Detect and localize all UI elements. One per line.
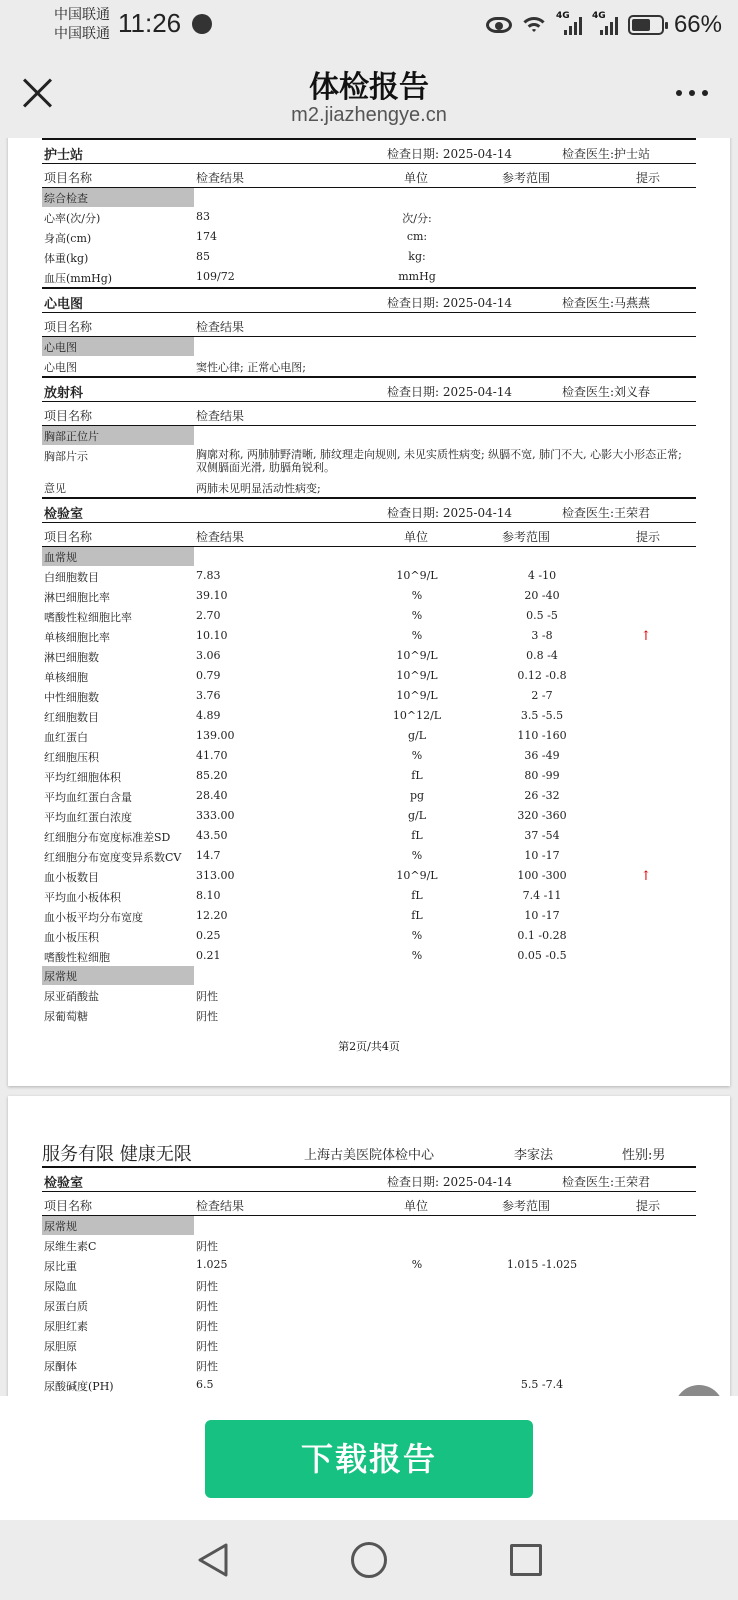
- cell-ref: 2 -7: [531, 689, 553, 702]
- cell-name: 淋巴细胞比率: [44, 591, 110, 604]
- cell-ref: 0.05 -0.5: [517, 949, 567, 962]
- cell-val: 12.20: [196, 909, 228, 922]
- cell-unit: fL: [411, 889, 423, 902]
- cell-name: 胸部片示: [44, 450, 88, 463]
- page-url: m2.jiazhengye.cn: [291, 104, 447, 126]
- cell-flag: ↑: [640, 629, 652, 644]
- col-flag: 提示: [636, 530, 661, 544]
- table-row: [42, 227, 696, 247]
- cell-unit: fL: [411, 769, 423, 782]
- cell-val: 阴性: [196, 1360, 218, 1373]
- cell-name: 白细胞数目: [44, 571, 99, 584]
- category-row: [42, 547, 696, 566]
- signal-label-1: 4G: [555, 11, 570, 21]
- cell-val: 阴性: [196, 1240, 218, 1253]
- cell-name: 平均血红蛋白浓度: [44, 811, 132, 824]
- cell-ref: 5.5 -7.4: [520, 1378, 564, 1391]
- table-row: [42, 586, 696, 606]
- col-ref: 参考范围: [502, 530, 551, 544]
- table-row: [42, 746, 696, 766]
- table-row: [42, 726, 696, 746]
- cell-ref: 10 -17: [524, 909, 560, 922]
- cell-ref: 110 -160: [517, 729, 567, 742]
- more-options-button[interactable]: [676, 90, 708, 96]
- category-label: 胸部正位片: [42, 426, 194, 445]
- column-header: [42, 523, 696, 547]
- globe-icon: [192, 14, 212, 34]
- report-viewer[interactable]: [0, 138, 738, 1396]
- cell-val: 3.06: [196, 649, 221, 662]
- cell-val: 窦性心律; 正常心电图;: [196, 361, 306, 374]
- table-row: [42, 946, 696, 966]
- table-row: [42, 267, 696, 287]
- cell-val: 43.50: [196, 829, 228, 842]
- table-row: [42, 906, 696, 926]
- section-header-lab: [42, 1166, 696, 1192]
- table-row: [42, 445, 696, 477]
- table-row: [42, 846, 696, 866]
- cell-name: 血压(mmHg): [44, 272, 113, 285]
- cell-ref: 10 -17: [524, 849, 560, 862]
- cell-name: 尿胆红素: [44, 1320, 88, 1333]
- col-result: 检查结果: [196, 530, 245, 544]
- table-row: [42, 646, 696, 666]
- page-content: [42, 138, 696, 1025]
- cell-unit: %: [411, 929, 423, 942]
- cell-val: 阴性: [196, 1300, 218, 1313]
- table-row: [42, 1235, 696, 1255]
- table-row: [42, 1275, 696, 1295]
- table-row: [42, 985, 696, 1005]
- check-doctor: 检查医生:王荣君: [562, 1175, 651, 1189]
- cell-flag: ↑: [640, 869, 652, 884]
- cell-ref: 3 -8: [531, 629, 553, 642]
- col-name: 项目名称: [44, 171, 93, 185]
- section-name: 检验室: [44, 1176, 84, 1191]
- table-row: [42, 1335, 696, 1355]
- table-row: [42, 566, 696, 586]
- section-header-lab: [42, 497, 696, 523]
- cell-val: 10.10: [196, 629, 228, 642]
- cell-val: 41.70: [196, 749, 228, 762]
- table-row: [42, 626, 696, 646]
- cell-val: 阴性: [196, 1340, 218, 1353]
- section-name: 检验室: [44, 507, 84, 522]
- category-label: 尿常规: [42, 1216, 194, 1235]
- cell-name: 尿酸碱度(PH): [44, 1380, 114, 1393]
- column-header: [42, 313, 696, 337]
- cell-unit: g/L: [407, 809, 427, 822]
- cell-ref: 320 -360: [517, 809, 567, 822]
- cell-name: 嗜酸性粒细胞: [44, 951, 110, 964]
- col-unit: 单位: [404, 171, 429, 185]
- cell-val: 0.25: [196, 929, 221, 942]
- app-header: [0, 52, 738, 138]
- cell-name: 意见: [44, 482, 66, 495]
- category-label: 综合检查: [42, 188, 194, 207]
- cell-name: 心率(次/分): [44, 212, 101, 225]
- category-row: [42, 1216, 696, 1235]
- cell-val: 313.00: [196, 869, 235, 882]
- cell-val: 1.025: [196, 1258, 228, 1271]
- cell-val: 阴性: [196, 1010, 218, 1023]
- bottom-action-bar: [0, 1396, 738, 1520]
- cell-val: 两肺未见明显活动性病变;: [196, 482, 321, 495]
- col-result: 检查结果: [196, 409, 245, 423]
- check-date: 检查日期: 2025-04-14: [387, 147, 513, 161]
- cell-name: 血小板数目: [44, 871, 99, 884]
- col-result: 检查结果: [196, 171, 245, 185]
- cell-val: 6.5: [196, 1378, 214, 1391]
- cell-ref: 100 -300: [517, 869, 567, 882]
- cell-val: 174: [196, 230, 217, 243]
- cell-unit: cm:: [406, 230, 428, 243]
- check-doctor: 检查医生:马燕燕: [562, 296, 651, 310]
- col-unit: 单位: [404, 530, 429, 544]
- cell-val: 8.10: [196, 889, 221, 902]
- column-header: [42, 402, 696, 426]
- cell-name: 尿胆原: [44, 1340, 77, 1353]
- signal-icon-2: [591, 11, 618, 35]
- cell-unit: %: [411, 1258, 423, 1271]
- cell-val: 14.7: [196, 849, 221, 862]
- signal-icon-1: [555, 11, 582, 35]
- cell-ref: 1.015 -1.025: [506, 1258, 578, 1271]
- cell-unit: %: [411, 749, 423, 762]
- col-name: 项目名称: [44, 409, 93, 423]
- check-date: 检查日期: 2025-04-14: [387, 1175, 513, 1189]
- cell-ref: 37 -54: [524, 829, 560, 842]
- category-row: [42, 966, 696, 985]
- cell-val: 7.83: [196, 569, 221, 582]
- report-page-2: [8, 138, 730, 1086]
- table-row: [42, 1355, 696, 1375]
- col-result: 检查结果: [196, 1199, 245, 1213]
- table-row: [42, 356, 696, 376]
- page-title: 体检报告: [309, 70, 429, 105]
- cell-name: 中性细胞数: [44, 691, 99, 704]
- cell-unit: 10^9/L: [396, 649, 438, 662]
- check-date: 检查日期: 2025-04-14: [387, 385, 513, 399]
- hospital-name: 上海古美医院体检中心: [304, 1148, 435, 1163]
- patient-name: 李家法: [514, 1148, 554, 1163]
- cell-unit: %: [411, 629, 423, 642]
- cell-name: 尿亚硝酸盐: [44, 990, 99, 1003]
- cell-name: 平均血红蛋白含量: [44, 791, 132, 804]
- table-row: [42, 926, 696, 946]
- table-row: [42, 786, 696, 806]
- table-row: [42, 247, 696, 267]
- system-nav-bar: [0, 1520, 738, 1600]
- table-row: [42, 666, 696, 686]
- signal-label-2: 4G: [591, 11, 606, 21]
- cell-name: 血小板压积: [44, 931, 99, 944]
- table-row: [42, 886, 696, 906]
- cell-name: 尿维生素C: [44, 1240, 97, 1253]
- page-running-header: [42, 1136, 696, 1166]
- cell-unit: %: [411, 589, 423, 602]
- cell-unit: 10^9/L: [396, 669, 438, 682]
- cell-ref: 20 -40: [524, 589, 560, 602]
- cell-val: 85.20: [196, 769, 228, 782]
- cell-val: 83: [196, 210, 210, 223]
- cell-unit: 10^12/L: [392, 709, 442, 722]
- cell-unit: 次/分:: [402, 212, 432, 225]
- check-doctor: 检查医生:王荣君: [562, 506, 651, 520]
- cell-unit: 10^9/L: [396, 689, 438, 702]
- category-label: 尿常规: [42, 966, 194, 985]
- carrier-1: 中国联通: [54, 7, 110, 23]
- cell-name: 红细胞分布宽度变异系数CV: [44, 851, 182, 864]
- cell-name: 单核细胞比率: [44, 631, 110, 644]
- table-row: [42, 686, 696, 706]
- table-row: [42, 706, 696, 726]
- cell-name: 平均红细胞体积: [44, 771, 121, 784]
- cell-unit: fL: [411, 909, 423, 922]
- cell-unit: mmHg: [398, 270, 436, 283]
- cell-unit: pg: [409, 789, 425, 802]
- cell-ref: 0.1 -0.28: [517, 929, 567, 942]
- cell-ref: 26 -32: [524, 789, 560, 802]
- section-header-radiology: [42, 376, 696, 402]
- table-row: [42, 826, 696, 846]
- eye-icon: [486, 17, 512, 33]
- cell-name: 心电图: [44, 361, 77, 374]
- cell-ref: 4 -10: [527, 569, 557, 582]
- cell-val: 4.89: [196, 709, 221, 722]
- patient-gender: 性别:男: [622, 1148, 666, 1163]
- table-row: [42, 1005, 696, 1025]
- cell-unit: %: [411, 949, 423, 962]
- cell-ref: 80 -99: [524, 769, 560, 782]
- cell-name: 尿比重: [44, 1260, 77, 1273]
- check-date: 检查日期: 2025-04-14: [387, 506, 513, 520]
- cell-val: 3.76: [196, 689, 221, 702]
- col-name: 项目名称: [44, 320, 93, 334]
- cell-val: 28.40: [196, 789, 228, 802]
- cell-val: 333.00: [196, 809, 235, 822]
- cell-name: 尿蛋白质: [44, 1300, 88, 1313]
- cell-val: 0.21: [196, 949, 221, 962]
- cell-val: 胸廓对称, 两肺肺野清晰, 肺纹理走向规则, 未见实质性病变; 纵膈不宽, 肺门不大, 心影大小形态正常; 双侧膈面光滑, 肋膈角锐利。: [196, 448, 682, 474]
- section-name: 护士站: [44, 148, 84, 163]
- cell-name: 尿酮体: [44, 1360, 77, 1373]
- cell-unit: 10^9/L: [396, 569, 438, 582]
- check-doctor: 检查医生:护士站: [562, 147, 651, 161]
- cell-val: 139.00: [196, 729, 235, 742]
- col-unit: 单位: [404, 1199, 429, 1213]
- cell-name: 身高(cm): [44, 232, 92, 245]
- section-name: 心电图: [44, 297, 84, 312]
- report-page-3: [8, 1096, 730, 1396]
- cell-val: 109/72: [196, 270, 235, 283]
- page-content: [42, 1136, 696, 1395]
- back-icon[interactable]: [196, 1542, 232, 1578]
- cell-ref: 0.8 -4: [526, 649, 558, 662]
- cell-ref: 0.12 -0.8: [517, 669, 567, 682]
- home-icon[interactable]: [351, 1542, 387, 1578]
- cell-val: 阴性: [196, 990, 218, 1003]
- cell-val: 阴性: [196, 1280, 218, 1293]
- cell-unit: g/L: [407, 729, 427, 742]
- col-flag: 提示: [636, 171, 661, 185]
- column-header: [42, 1192, 696, 1216]
- cell-name: 红细胞压积: [44, 751, 99, 764]
- category-row: [42, 426, 696, 445]
- col-ref: 参考范围: [502, 1199, 551, 1213]
- slogan: 服务有限 健康无限: [42, 1144, 192, 1165]
- category-row: [42, 337, 696, 356]
- cell-name: 平均血小板体积: [44, 891, 121, 904]
- cell-name: 红细胞分布宽度标准差SD: [44, 831, 171, 844]
- cell-unit: fL: [411, 829, 423, 842]
- cell-unit: %: [411, 609, 423, 622]
- recent-apps-icon[interactable]: [510, 1544, 542, 1576]
- page-number: 第2页/共4页: [338, 1040, 400, 1053]
- cell-val: 阴性: [196, 1320, 218, 1333]
- col-name: 项目名称: [44, 1199, 93, 1213]
- battery-percent: 66%: [673, 11, 722, 38]
- clock: 11:26: [118, 8, 182, 38]
- wifi-icon: [522, 15, 546, 35]
- cell-val: 2.70: [196, 609, 221, 622]
- cell-name: 淋巴细胞数: [44, 651, 99, 664]
- category-row: [42, 188, 696, 207]
- table-row: [42, 1315, 696, 1335]
- section-header-nurse: [42, 138, 696, 164]
- table-row: [42, 1255, 696, 1275]
- status-icons: [486, 10, 722, 40]
- cell-val: 0.79: [196, 669, 221, 682]
- col-result: 检查结果: [196, 320, 245, 334]
- table-row: [42, 866, 696, 886]
- section-header-ecg: [42, 287, 696, 313]
- category-label: 血常规: [42, 547, 194, 566]
- col-flag: 提示: [636, 1199, 661, 1213]
- cell-unit: 10^9/L: [396, 869, 438, 882]
- cell-ref: 36 -49: [524, 749, 560, 762]
- cell-name: 嗜酸性粒细胞比率: [44, 611, 132, 624]
- category-label: 心电图: [42, 337, 194, 356]
- table-row: [42, 1295, 696, 1315]
- cell-name: 血红蛋白: [44, 731, 88, 744]
- column-header: [42, 164, 696, 188]
- cell-unit: kg:: [408, 250, 426, 263]
- cell-ref: 0.5 -5: [526, 609, 558, 622]
- check-date: 检查日期: 2025-04-14: [387, 296, 513, 310]
- cell-val: 39.10: [196, 589, 228, 602]
- table-row: [42, 766, 696, 786]
- status-bar: [0, 0, 738, 52]
- table-row: [42, 606, 696, 626]
- col-name: 项目名称: [44, 530, 93, 544]
- cell-name: 血小板平均分布宽度: [44, 911, 143, 924]
- section-name: 放射科: [44, 386, 84, 401]
- carrier-2: 中国联通: [54, 26, 110, 42]
- cell-name: 单核细胞: [44, 671, 88, 684]
- cell-ref: 3.5 -5.5: [520, 709, 564, 722]
- cell-name: 尿隐血: [44, 1280, 77, 1293]
- carrier-info: [54, 6, 110, 44]
- battery-icon: [628, 15, 664, 35]
- cell-unit: %: [411, 849, 423, 862]
- table-row: [42, 806, 696, 826]
- check-doctor: 检查医生:刘义春: [562, 385, 651, 399]
- table-row: [42, 1375, 696, 1395]
- table-row: [42, 207, 696, 227]
- col-ref: 参考范围: [502, 171, 551, 185]
- cell-name: 尿葡萄糖: [44, 1010, 88, 1023]
- table-row: [42, 477, 696, 497]
- cell-ref: 7.4 -11: [522, 889, 562, 902]
- cell-val: 85: [196, 250, 210, 263]
- cell-name: 红细胞数目: [44, 711, 99, 724]
- cell-name: 体重(kg): [44, 252, 89, 265]
- download-report-button[interactable]: 下载报告: [205, 1420, 533, 1498]
